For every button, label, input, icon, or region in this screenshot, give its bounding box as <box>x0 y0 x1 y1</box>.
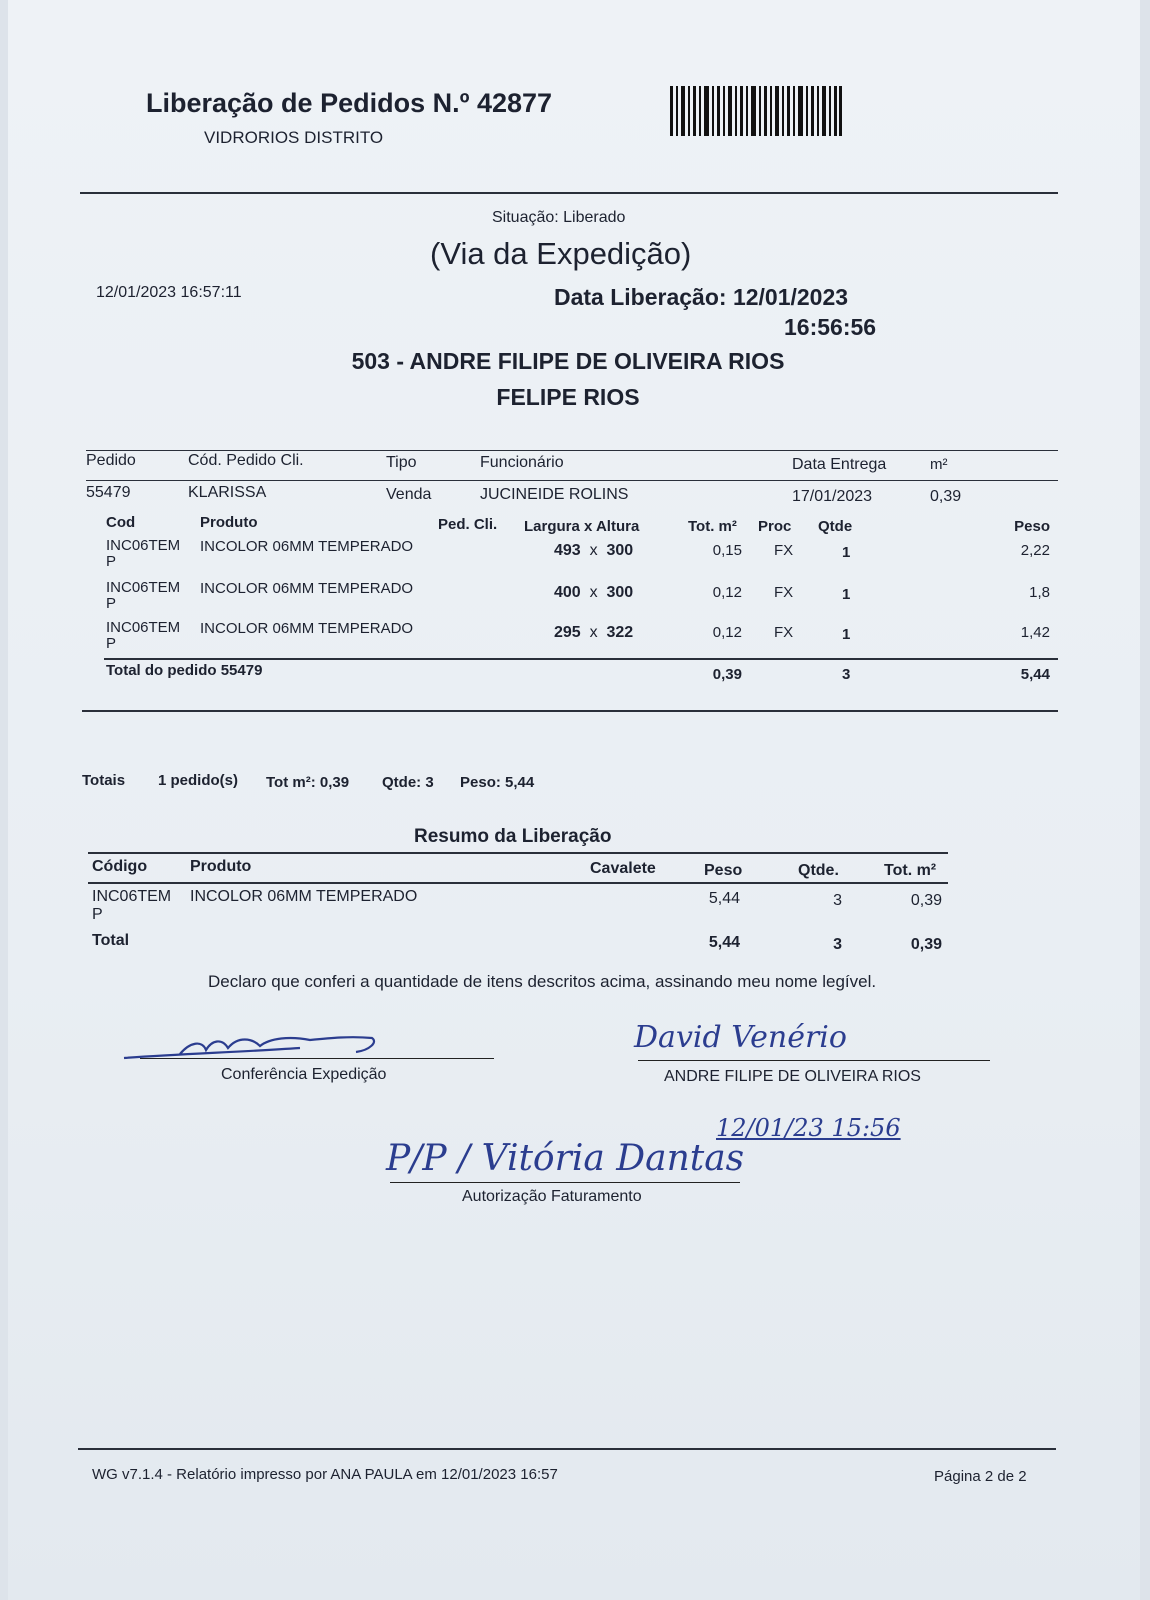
item-proc: FX <box>774 624 794 641</box>
client-fantasy-name: FELIPE RIOS <box>496 384 640 410</box>
summary-product: INCOLOR 06MM TEMPERADO <box>190 888 418 905</box>
order-total-qtde: 3 <box>842 666 851 683</box>
summary-title: Resumo da Liberação <box>414 826 612 847</box>
page-number: Página 2 de 2 <box>934 1468 1027 1485</box>
item-code: INC06TEM P <box>106 579 181 612</box>
summary-col-tot-m2: Tot. m² <box>884 862 937 879</box>
totals-orders: 1 pedido(s) <box>158 772 239 789</box>
items-col-cod: Cod <box>106 514 136 531</box>
item-qtde: 1 <box>842 586 851 603</box>
release-date: Data Liberação: 12/01/2023 <box>554 284 849 310</box>
conferencia-label: Conferência Expedição <box>221 1066 387 1083</box>
client-signature-handwriting: David Venério <box>634 1020 847 1055</box>
summary-total-label: Total <box>92 932 130 949</box>
printed-timestamp: 12/01/2023 16:57:11 <box>96 284 242 301</box>
col-tipo: Tipo <box>386 454 417 471</box>
summary-qtde: 3 <box>833 892 842 909</box>
totals-qtde: Qtde: 3 <box>382 774 434 791</box>
items-col-qtde: Qtde <box>818 518 853 535</box>
order-total-peso: 5,44 <box>1020 666 1050 683</box>
order-total-rule <box>104 658 1058 660</box>
col-cod-pedido-cli: Cód. Pedido Cli. <box>188 452 304 469</box>
document-page <box>8 0 1140 1600</box>
client-signature-name: ANDRE FILIPE DE OLIVEIRA RIOS <box>664 1068 921 1085</box>
release-time: 16:56:56 <box>784 314 877 340</box>
item-peso: 1,8 <box>1029 584 1050 601</box>
item-dimensions: 493 x 300 <box>554 542 634 559</box>
footer-rule <box>78 1448 1056 1450</box>
item-code: INC06TEM P <box>106 537 181 570</box>
item-product: INCOLOR 06MM TEMPERADO <box>200 538 414 555</box>
summary-col-produto: Produto <box>190 858 252 875</box>
items-col-tot-m2: Tot. m² <box>688 518 737 535</box>
order-total-m2: 0,39 <box>712 666 742 683</box>
col-data-entrega: Data Entrega <box>792 456 887 473</box>
client-signature-line <box>638 1060 990 1061</box>
item-qtde: 1 <box>842 626 851 643</box>
summary-col-codigo: Código <box>92 858 148 875</box>
summary-peso: 5,44 <box>708 890 740 907</box>
item-dimensions: 295 x 322 <box>554 624 634 641</box>
company-name: VIDRORIOS DISTRITO <box>204 128 384 147</box>
order-table-header-rule <box>86 480 1058 481</box>
item-proc: FX <box>774 584 794 601</box>
items-col-dimensions: Largura x Altura <box>524 518 640 535</box>
conferencia-signature-line <box>140 1058 494 1059</box>
summary-col-qtde: Qtde. <box>798 862 839 879</box>
col-m2: m² <box>930 456 948 473</box>
totals-peso: Peso: 5,44 <box>460 774 535 791</box>
item-code: INC06TEM P <box>106 619 181 652</box>
order-table-top-rule <box>86 450 1058 451</box>
summary-col-cavalete: Cavalete <box>590 860 656 877</box>
summary-total-qtde: 3 <box>833 936 842 953</box>
barcode-icon <box>670 86 842 136</box>
item-proc: FX <box>774 542 794 559</box>
totals-label: Totais <box>82 772 126 789</box>
items-col-ped-cli: Ped. Cli. <box>438 516 498 533</box>
order-total-label: Total do pedido 55479 <box>106 662 263 679</box>
summary-top-rule <box>88 852 948 854</box>
order-client-code: KLARISSA <box>188 484 267 501</box>
item-product: INCOLOR 06MM TEMPERADO <box>200 620 414 637</box>
summary-total-tot-m2: 0,39 <box>910 936 942 953</box>
via-title: (Via da Expedição) <box>430 236 692 271</box>
summary-col-peso: Peso <box>704 862 743 879</box>
items-col-proc: Proc <box>758 518 792 535</box>
order-employee: JUCINEIDE ROLINS <box>480 486 629 503</box>
document-title: Liberação de Pedidos N.º 42877 <box>146 88 553 118</box>
item-product: INCOLOR 06MM TEMPERADO <box>200 580 414 597</box>
totals-m2: Tot m²: 0,39 <box>266 774 350 791</box>
items-col-produto: Produto <box>200 514 258 531</box>
items-col-peso: Peso <box>1014 518 1050 535</box>
order-section-bottom-rule <box>82 710 1058 712</box>
status-text: Situação: Liberado <box>492 209 626 226</box>
declaration-text: Declaro que conferi a quantidade de itens descritos acima, assinando meu nome legível. <box>208 972 877 991</box>
item-tot-m2: 0,15 <box>712 542 742 559</box>
order-number: 55479 <box>86 484 131 501</box>
autorizacao-signature-line <box>390 1182 740 1183</box>
order-delivery-date: 17/01/2023 <box>792 488 873 505</box>
item-dimensions: 400 x 300 <box>554 584 634 601</box>
col-pedido: Pedido <box>86 452 136 469</box>
client-name: 503 - ANDRE FILIPE DE OLIVEIRA RIOS <box>351 348 785 374</box>
footer-print-info: WG v7.1.4 - Relatório impresso por ANA PAULA em 12/01/2023 16:57 <box>92 1466 558 1483</box>
summary-code: INC06TEM P <box>92 888 172 923</box>
summary-tot-m2: 0,39 <box>910 892 942 909</box>
autorizacao-label: Autorização Faturamento <box>462 1188 642 1205</box>
item-peso: 2,22 <box>1020 542 1050 559</box>
item-qtde: 1 <box>842 544 851 561</box>
item-peso: 1,42 <box>1020 624 1050 641</box>
header-divider <box>80 192 1058 194</box>
summary-total-peso: 5,44 <box>708 934 740 951</box>
autorizacao-signature-handwriting: P/P / Vitória Dantas <box>386 1138 745 1179</box>
order-m2: 0,39 <box>930 488 962 505</box>
item-tot-m2: 0,12 <box>712 624 742 641</box>
col-funcionario: Funcionário <box>480 454 564 471</box>
item-tot-m2: 0,12 <box>712 584 742 601</box>
handwritten-date: 12/01/23 15:56 <box>716 1114 901 1142</box>
order-type: Venda <box>386 486 432 503</box>
summary-header-rule <box>88 882 948 884</box>
